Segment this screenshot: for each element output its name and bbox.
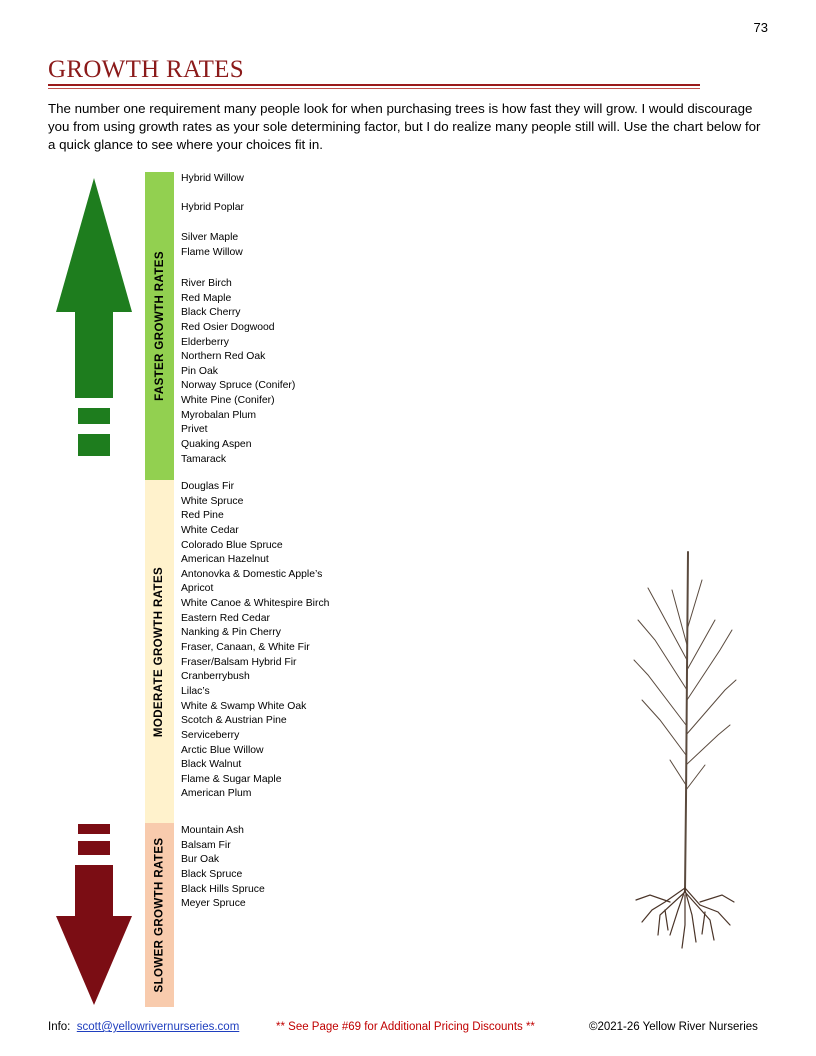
footer-discount-note: ** See Page #69 for Additional Pricing Discounts ** <box>276 1021 535 1033</box>
title-underline-thin <box>48 88 700 89</box>
moderate-growth-band <box>145 480 174 823</box>
fast-tree-list-4 <box>181 277 295 467</box>
footer-info-label: Info: <box>48 1021 71 1033</box>
tree-list-item: Apricot <box>181 583 214 595</box>
tree-list-item: White Canoe & Whitespire Birch <box>181 598 330 610</box>
tree-list-item: Black Spruce <box>181 868 243 880</box>
tree-list-item: Arctic Blue Willow <box>181 744 264 756</box>
footer-email-link[interactable]: scott@yellowrivernurseries.com <box>76 1021 240 1033</box>
tree-list-item: White Spruce <box>181 495 244 507</box>
tree-list-item: White Cedar <box>181 524 239 536</box>
footer-copyright: ©2021-26 Yellow River Nurseries <box>589 1021 758 1033</box>
title-underline <box>48 84 700 86</box>
tree-list-item: Flame & Sugar Maple <box>181 773 282 785</box>
tree-list-item: Black Hills Spruce <box>181 883 265 895</box>
tree-list-item: Hybrid Poplar <box>181 202 244 213</box>
tree-list-item: River Birch <box>181 278 232 289</box>
tree-list-item: Black Cherry <box>181 307 241 319</box>
tree-list-item: Colorado Blue Spruce <box>181 539 283 551</box>
tree-list-item: Flame Willow <box>181 246 243 258</box>
fast-tree-list-1 <box>181 172 244 187</box>
tree-list-item: Douglas Fir <box>181 481 235 492</box>
faster-growth-label: FASTER GROWTH RATES <box>153 251 166 401</box>
tree-list-item: Privet <box>181 424 208 436</box>
tree-list-item: Quaking Aspen <box>181 439 252 451</box>
tree-list-item: Northern Red Oak <box>181 351 266 363</box>
footer-info <box>48 1021 239 1033</box>
tree-list-item: White Pine (Conifer) <box>181 395 275 407</box>
tree-list-item: Tamarack <box>181 453 227 465</box>
tree-list-item: Lilac’s <box>181 685 210 697</box>
tree-list-item: American Hazelnut <box>181 554 269 566</box>
page-title: GROWTH RATES <box>48 56 244 83</box>
tree-list-item: Norway Spruce (Conifer) <box>181 380 296 392</box>
bare-root-tree-icon <box>630 550 740 950</box>
down-arrow-icon <box>55 823 133 1007</box>
tree-list-item: Balsam Fir <box>181 839 231 851</box>
tree-list-item: Mountain Ash <box>181 825 244 836</box>
tree-list-item: Bur Oak <box>181 854 220 866</box>
moderate-growth-label: MODERATE GROWTH RATES <box>153 566 166 737</box>
slower-growth-band <box>145 823 174 1007</box>
tree-list-item: Eastern Red Cedar <box>181 612 270 624</box>
tree-list-item: American Plum <box>181 788 252 800</box>
faster-growth-band <box>145 172 174 480</box>
tree-list-item: Fraser, Canaan, & White Fir <box>181 642 310 654</box>
moderate-tree-list <box>181 480 329 802</box>
tree-list-item: Silver Maple <box>181 232 239 243</box>
tree-list-item: Antonovka & Domestic Apple’s <box>181 568 323 580</box>
page-number: 73 <box>753 20 768 35</box>
tree-list-item: Cranberrybush <box>181 671 250 683</box>
tree-list-item: Myrobalan Plum <box>181 409 257 421</box>
tree-list-item: Elderberry <box>181 336 229 348</box>
tree-list-item: Meyer Spruce <box>181 898 246 910</box>
fast-tree-list-3 <box>181 231 243 260</box>
up-arrow-icon <box>55 176 133 458</box>
fast-tree-list-2 <box>181 201 244 216</box>
tree-list-item: Fraser/Balsam Hybrid Fir <box>181 656 297 668</box>
tree-list-item: Red Osier Dogwood <box>181 321 275 333</box>
tree-list-item: Scotch & Austrian Pine <box>181 715 287 727</box>
intro-paragraph: The number one requirement many people look for when purchasing trees is how fast they will grow. I would discourage you from using growth rates as your sole determining factor, but I do realize many people still will. Use the chart below for a quick glance to see where your choices fit in. <box>48 101 761 152</box>
tree-list-item: Serviceberry <box>181 729 240 741</box>
tree-list-item: Black Walnut <box>181 759 242 771</box>
tree-list-item: White & Swamp White Oak <box>181 700 307 712</box>
tree-list-item: Pin Oak <box>181 365 218 377</box>
slower-growth-label: SLOWER GROWTH RATES <box>153 837 166 993</box>
tree-list-item: Hybrid Willow <box>181 173 244 184</box>
tree-list-item: Nanking & Pin Cherry <box>181 627 281 639</box>
tree-list-item: Red Maple <box>181 292 232 304</box>
slow-tree-list <box>181 824 265 912</box>
tree-list-item: Red Pine <box>181 510 224 522</box>
